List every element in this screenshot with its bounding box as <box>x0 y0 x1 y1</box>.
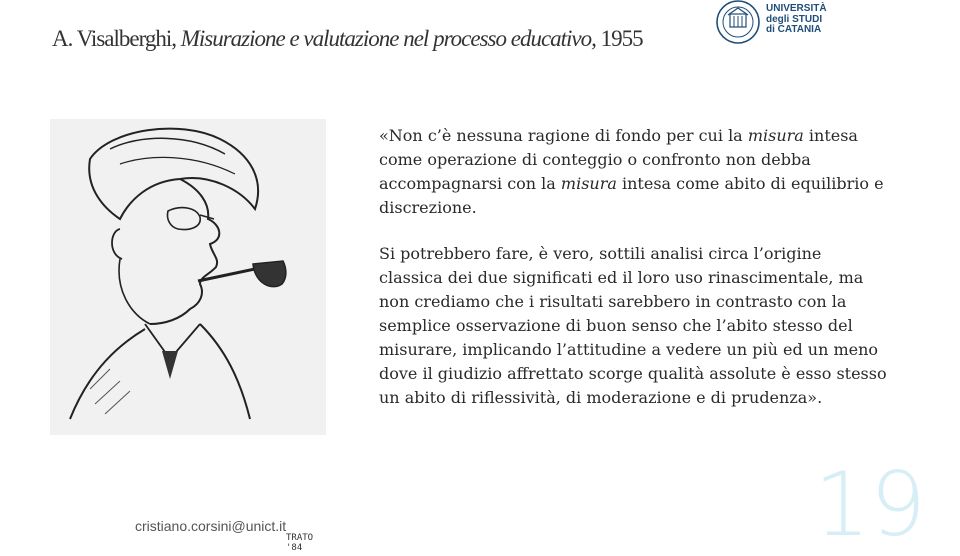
slide-title <box>52 26 643 52</box>
logo-line-2: degli STUDI <box>766 13 823 25</box>
caricature-drawing <box>50 119 326 435</box>
footer-email[interactable]: cristiano.corsini@unict.it <box>135 518 287 534</box>
quote-paragraph-1: «Non c’è nessuna ragione di fondo per cui la misura intesa come operazione di conteggio o confronto non debba accompagnarsi con la misura intesa come abito di equilibrio e discrezione. <box>379 126 884 217</box>
title-year: 1955 <box>600 26 643 51</box>
page-number: 19 <box>814 453 926 556</box>
logo-line-3: di CATANIA <box>766 24 822 35</box>
university-name <box>766 4 827 36</box>
title-work: Misurazione e valutazione nel processo educativo, <box>180 26 596 51</box>
portrait-signature: TRATO '84 <box>286 533 314 553</box>
quote-paragraph-2: Si potrebbero fare, è vero, sottili analisi circa l’origine classica dei due significati ed il loro uso rinascimentale, ma non crediamo che i risultati sarebbero in contrasto con la semplice osservazione di buon senso che l’abito stesso del misurare, implicando l’attitudine a vedere un più ed un meno dove il giudizio affrettato scorge qualità assolute è esso stesso un abito di riflessività, di moderazione e di prudenza». <box>379 244 887 407</box>
logo-line-1: UNIVERSITÀ <box>766 3 827 14</box>
quote-block <box>379 124 889 410</box>
university-seal-icon <box>717 1 759 43</box>
title-author: A. Visalberghi, <box>52 26 176 51</box>
